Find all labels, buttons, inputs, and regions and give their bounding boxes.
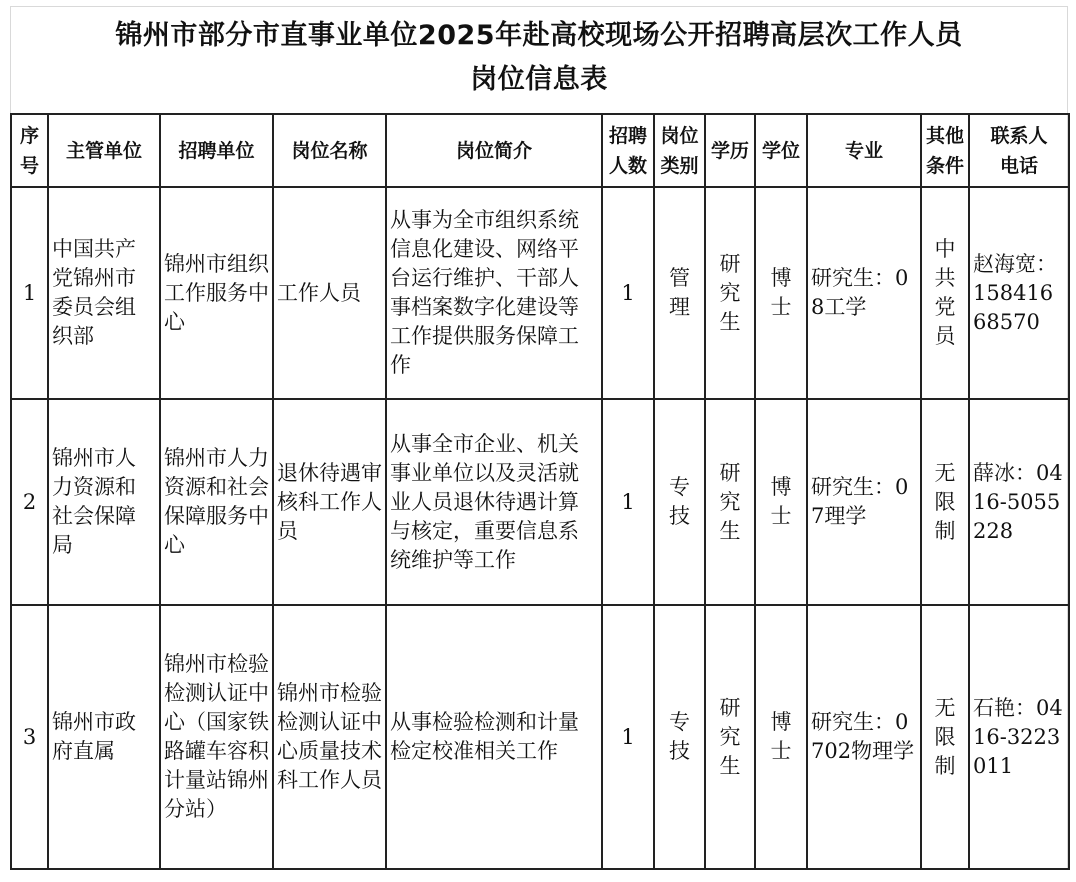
header-unit: 招聘单位 [160, 114, 273, 187]
cell-other: 中共党员 [921, 187, 969, 399]
header-edu: 学历 [705, 114, 755, 187]
cell-post: 退休待遇审核科工作人员 [273, 399, 386, 605]
header-dept: 主管单位 [48, 114, 160, 187]
cell-other: 无限制 [921, 399, 969, 605]
cell-dept: 锦州市人力资源和社会保障局 [48, 399, 160, 605]
header-count: 招聘 人数 [602, 114, 654, 187]
cell-dept: 锦州市政府直属 [48, 605, 160, 869]
cell-contact: 薛冰：0416-5055228 [969, 399, 1069, 605]
header-other: 其他 条件 [921, 114, 969, 187]
cell-post: 锦州市检验检测认证中心质量技术科工作人员 [273, 605, 386, 869]
table-row [11, 605, 1069, 869]
header-degree: 学位 [755, 114, 807, 187]
cell-desc: 从事检验检测和计量检定校准相关工作 [386, 605, 602, 869]
cell-edu: 研究生 [705, 399, 755, 605]
cell-edu: 研究生 [705, 187, 755, 399]
cell-seq: 1 [11, 187, 48, 399]
header-type: 岗位 类别 [654, 114, 705, 187]
cell-contact: 石艳：0416-3223011 [969, 605, 1069, 869]
cell-other: 无限制 [921, 605, 969, 869]
cell-dept: 中国共产党锦州市委员会组织部 [48, 187, 160, 399]
cell-desc: 从事全市企业、机关事业单位以及灵活就业人员退休待遇计算与核定，重要信息系统维护等工作 [386, 399, 602, 605]
cell-major: 研究生：08工学 [807, 187, 921, 399]
header-contact: 联系人 电话 [969, 114, 1069, 187]
cell-unit: 锦州市组织工作服务中心 [160, 187, 273, 399]
cell-unit: 锦州市检验检测认证中心（国家铁路罐车容积计量站锦州分站） [160, 605, 273, 869]
header-desc: 岗位简介 [386, 114, 602, 187]
cell-count: 1 [602, 399, 654, 605]
cell-seq: 2 [11, 399, 48, 605]
cell-degree: 博士 [755, 187, 807, 399]
header-seq: 序 号 [11, 114, 48, 187]
job-info-table [10, 113, 1070, 870]
cell-contact: 赵海宽：15841668570 [969, 187, 1069, 399]
cell-degree: 博士 [755, 605, 807, 869]
cell-desc: 从事为全市组织系统信息化建设、网络平台运行维护、干部人事档案数字化建设等工作提供服务保障工作 [386, 187, 602, 399]
cell-major: 研究生：07理学 [807, 399, 921, 605]
cell-unit: 锦州市人力资源和社会保障服务中心 [160, 399, 273, 605]
title-line-2: 岗位信息表 [470, 64, 608, 95]
page-title [10, 14, 1068, 102]
cell-count: 1 [602, 605, 654, 869]
cell-edu: 研究生 [705, 605, 755, 869]
cell-count: 1 [602, 187, 654, 399]
header-post: 岗位名称 [273, 114, 386, 187]
cell-degree: 博士 [755, 399, 807, 605]
cell-post: 工作人员 [273, 187, 386, 399]
header-major: 专业 [807, 114, 921, 187]
cell-seq: 3 [11, 605, 48, 869]
cell-type: 专技 [654, 605, 705, 869]
cell-major: 研究生：0702物理学 [807, 605, 921, 869]
title-line-1: 锦州市部分市直事业单位2025年赴高校现场公开招聘高层次工作人员 [115, 20, 963, 51]
table-row [11, 399, 1069, 605]
cell-type: 专技 [654, 399, 705, 605]
cell-type: 管理 [654, 187, 705, 399]
table-header-row [11, 114, 1069, 187]
table-row [11, 187, 1069, 399]
